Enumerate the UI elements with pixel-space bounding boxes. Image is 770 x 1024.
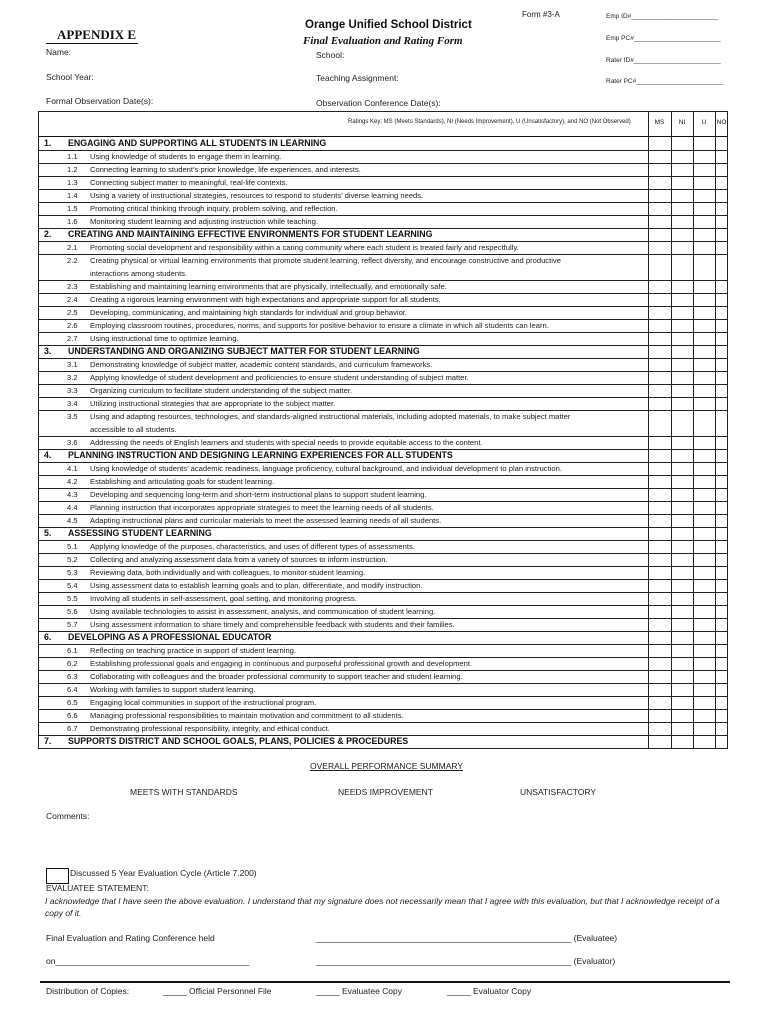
section-number: 1.: [44, 138, 52, 148]
criterion-number: 4.1: [67, 464, 78, 473]
appendix-title: APPENDIX E: [57, 27, 137, 42]
criterion-number: 2.5: [67, 308, 78, 317]
discussed-cycle-checkbox[interactable]: [46, 868, 69, 884]
unsatisfactory-option[interactable]: UNSATISFACTORY: [520, 787, 597, 797]
criterion-number: 2.3: [67, 282, 78, 291]
section-title: UNDERSTANDING AND ORGANIZING SUBJECT MATTER FOR STUDENT LEARNING: [68, 346, 420, 356]
conference-held-label: Final Evaluation and Rating Conference held: [46, 933, 215, 943]
acknowledgement-text: I acknowledge that I have seen the above evaluation. I understand that my signature does not necessarily mean that I agree with this evaluation, but that I acknowledge receipt of a copy of it.: [45, 896, 720, 918]
criterion-text: Using instructional time to optimize learning.: [90, 334, 239, 343]
copy-personnel-file[interactable]: _____ Official Personnel File: [163, 986, 272, 996]
grid-row-line: [38, 748, 728, 749]
rating-column-header-no: NO: [716, 119, 727, 126]
discussed-cycle-label: Discussed 5 Year Evaluation Cycle (Article 7.200): [70, 868, 257, 878]
ratings-key: Ratings Key: MS (Meets Standards), NI (Needs Improvement), U (Unsatisfactory), and NO (Not Observed): [348, 119, 631, 125]
criterion-text: Employing classroom routines, procedures, norms, and supports for positive behavior to ensure a climate in which all students can learn.: [90, 321, 549, 330]
criterion-text: Using assessment data to establish learning goals and to plan, differentiate, and modify instruction.: [90, 581, 423, 590]
criterion-number: 6.4: [67, 685, 78, 694]
criterion-text: Using a variety of instructional strategies, resources to respond to students’ diverse learning needs.: [90, 191, 424, 200]
criterion-number: 1.6: [67, 217, 78, 226]
criterion-text: Applying knowledge of student development and proficiencies to ensure student understanding of subject matter.: [90, 373, 469, 382]
rating-column-header-ms: MS: [654, 119, 665, 126]
criterion-text: Establishing professional goals and engaging in continuous and purposeful professional growth and development.: [90, 659, 473, 668]
grid-column-line: [671, 111, 672, 748]
criterion-text: Collecting and analyzing assessment data from a variety of sources to inform instruction.: [90, 555, 388, 564]
section-number: 3.: [44, 346, 52, 356]
criterion-number: 5.2: [67, 555, 78, 564]
district-name: Orange Unified School District: [305, 19, 472, 31]
criterion-text: Managing professional responsibilities to maintain motivation and commitment to all students.: [90, 711, 404, 720]
criterion-text: Using available technologies to assist in assessment, analysis, and communication of student learning.: [90, 607, 436, 616]
criterion-text: Using knowledge of students’ academic readiness, language proficiency, cultural background, and individual development to plan instruction.: [90, 464, 562, 473]
criterion-number: 6.7: [67, 724, 78, 733]
criterion-number: 1.3: [67, 178, 78, 187]
grid-column-line: [715, 111, 716, 748]
criterion-number: 4.4: [67, 503, 78, 512]
section-title: CREATING AND MAINTAINING EFFECTIVE ENVIRONMENTS FOR STUDENT LEARNING: [68, 229, 433, 239]
name-label: Name:: [46, 47, 72, 57]
criterion-text: Establishing and maintaining learning environments that are physically, intellectually, and emotionally safe.: [90, 282, 447, 291]
criterion-number: 4.2: [67, 477, 78, 486]
section-title: ASSESSING STUDENT LEARNING: [68, 528, 212, 538]
criterion-number: 2.4: [67, 295, 78, 304]
criterion-number: 5.5: [67, 594, 78, 603]
criterion-text: Developing, communicating, and maintaining high standards for individual and group behavior.: [90, 308, 408, 317]
needs-improvement-option[interactable]: NEEDS IMPROVEMENT: [338, 787, 433, 797]
section-number: 6.: [44, 632, 52, 642]
rater-id-field[interactable]: Rater ID#________________________: [606, 57, 721, 64]
school-label: School:: [316, 50, 345, 60]
section-title: SUPPORTS DISTRICT AND SCHOOL GOALS, PLANS, POLICIES & PROCEDURES: [68, 736, 409, 746]
teaching-assignment-label: Teaching Assignment:: [316, 73, 399, 83]
criterion-number: 3.6: [67, 438, 78, 447]
copy-evaluatee[interactable]: _____ Evaluatee Copy: [316, 986, 403, 996]
rater-pc-field[interactable]: Rater PC#________________________: [606, 78, 724, 85]
criterion-number: 6.6: [67, 711, 78, 720]
grid-column-line: [727, 111, 728, 748]
criterion-number: 6.2: [67, 659, 78, 668]
criterion-number: 3.1: [67, 360, 78, 369]
criterion-number: 1.5: [67, 204, 78, 213]
section-title: PLANNING INSTRUCTION AND DESIGNING LEARNING EXPERIENCES FOR ALL STUDENTS: [68, 450, 453, 460]
grid-column-line: [38, 111, 39, 748]
criterion-text: Organizing curriculum to facilitate student understanding of the subject matter.: [90, 386, 353, 395]
criterion-text: Promoting social development and responsibility within a caring community where each student is treated fairly and respectfully.: [90, 243, 519, 252]
criterion-number: 5.1: [67, 542, 78, 551]
criterion-number: 5.7: [67, 620, 78, 629]
criterion-text: Engaging local communities in support of the instructional program.: [90, 698, 317, 707]
criterion-text: Utilizing instructional strategies that are appropriate to the subject matter.: [90, 399, 336, 408]
criterion-text-continued: accessible to all students.: [90, 425, 177, 434]
criterion-number: 6.3: [67, 672, 78, 681]
criterion-text: Collaborating with colleagues and the broader professional community to support teacher and student learning.: [90, 672, 463, 681]
section-number: 7.: [44, 736, 52, 746]
grid-column-line: [693, 111, 694, 748]
criterion-text: Reviewing data, both individually and with colleagues, to monitor student learning.: [90, 568, 366, 577]
criterion-number: 2.1: [67, 243, 78, 252]
criterion-text: Planning instruction that incorporates appropriate strategies to meet the learning needs of all students.: [90, 503, 434, 512]
criterion-number: 5.3: [67, 568, 78, 577]
footer-divider: [40, 981, 730, 983]
meets-standards-option[interactable]: MEETS WITH STANDARDS: [130, 787, 238, 797]
evaluation-grid: [38, 111, 728, 748]
section-number: 2.: [44, 229, 52, 239]
rating-column-header-u: U: [701, 119, 707, 126]
criterion-text: Promoting critical thinking through inquiry, problem solving, and reflection.: [90, 204, 338, 213]
emp-id-field[interactable]: Emp ID#________________________: [606, 13, 719, 20]
grid-column-line: [648, 111, 649, 748]
criterion-text: Involving all students in self-assessment, goal setting, and monitoring progress.: [90, 594, 357, 603]
criterion-text: Connecting subject matter to meaningful, real-life contexts.: [90, 178, 288, 187]
criterion-text: Using and adapting resources, technologies, and standards-aligned instructional materials, including adopted materials, to make subject matter: [90, 412, 571, 421]
evaluator-signature-line[interactable]: ______________________________________________________ (Evaluator): [316, 956, 616, 966]
section-title: DEVELOPING AS A PROFESSIONAL EDUCATOR: [68, 632, 272, 642]
criterion-number: 4.5: [67, 516, 78, 525]
criterion-text: Establishing and articulating goals for student learning.: [90, 477, 275, 486]
criterion-number: 1.2: [67, 165, 78, 174]
summary-title: OVERALL PERFORMANCE SUMMARY: [310, 761, 464, 771]
criterion-text: Developing and sequencing long-term and short-term instructional plans to support student learning.: [90, 490, 427, 499]
evaluatee-signature-line[interactable]: ______________________________________________________ (Evaluatee): [316, 933, 618, 943]
criterion-number: 2.6: [67, 321, 78, 330]
criterion-text: Addressing the needs of English learners and students with special needs to provide equitable access to the content.: [90, 438, 483, 447]
criterion-text: Creating physical or virtual learning environments that promote student learning, reflect diversity, and encourage constructive and productive: [90, 256, 561, 265]
criterion-number: 5.4: [67, 581, 78, 590]
rating-column-header-ni: NI: [678, 119, 686, 126]
comments-label: Comments:: [46, 811, 90, 821]
criterion-number: 1.4: [67, 191, 78, 200]
criterion-text: Using knowledge of students to engage them in learning.: [90, 152, 282, 161]
criterion-text: Reflecting on teaching practice in support of student learning.: [90, 646, 297, 655]
distribution-label: Distribution of Copies:: [46, 986, 130, 996]
criterion-text: Adapting instructional plans and curricular materials to meet the assessed learning needs of all students.: [90, 516, 442, 525]
school-year-label: School Year:: [46, 72, 94, 82]
criterion-text-continued: interactions among students.: [90, 269, 188, 278]
section-number: 5.: [44, 528, 52, 538]
criterion-text: Applying knowledge of the purposes, characteristics, and uses of different types of assessments.: [90, 542, 415, 551]
section-title: ENGAGING AND SUPPORTING ALL STUDENTS IN LEARNING: [68, 138, 327, 148]
formal-observation-label: Formal Observation Date(s):: [46, 96, 154, 106]
criterion-text: Demonstrating professional responsibility, integrity, and ethical conduct.: [90, 724, 330, 733]
criterion-number: 3.3: [67, 386, 78, 395]
criterion-number: 2.2: [67, 256, 78, 265]
observation-conference-label: Observation Conference Date(s):: [316, 98, 441, 108]
criterion-number: 6.5: [67, 698, 78, 707]
criterion-number: 3.5: [67, 412, 78, 421]
criterion-number: 3.4: [67, 399, 78, 408]
criterion-number: 1.1: [67, 152, 78, 161]
form-number: Form #3-A: [522, 10, 560, 19]
criterion-number: 3.2: [67, 373, 78, 382]
appendix-underline: [46, 43, 138, 44]
criterion-text: Demonstrating knowledge of subject matter, academic content standards, and curriculum frameworks.: [90, 360, 433, 369]
criterion-text: Creating a rigorous learning environment with high expectations and appropriate support for all students.: [90, 295, 441, 304]
copy-evaluator[interactable]: _____ Evaluator Copy: [447, 986, 532, 996]
criterion-text: Using assessment information to share timely and comprehensible feedback with students and their families.: [90, 620, 455, 629]
conference-date-line[interactable]: on_________________________________________: [46, 956, 250, 966]
evaluatee-statement-heading: EVALUATEE STATEMENT:: [46, 883, 149, 893]
form-title: Final Evaluation and Rating Form: [303, 35, 463, 47]
criterion-number: 6.1: [67, 646, 78, 655]
emp-pc-field[interactable]: Emp PC#________________________: [606, 35, 721, 42]
criterion-text: Monitoring student learning and adjusting instruction while teaching.: [90, 217, 318, 226]
criterion-text: Working with families to support student learning.: [90, 685, 256, 694]
section-number: 4.: [44, 450, 52, 460]
criterion-text: Connecting learning to student’s prior knowledge, life experiences, and interests.: [90, 165, 361, 174]
criterion-number: 4.3: [67, 490, 78, 499]
grid-top-line: [38, 111, 728, 112]
criterion-number: 5.6: [67, 607, 78, 616]
criterion-number: 2.7: [67, 334, 78, 343]
